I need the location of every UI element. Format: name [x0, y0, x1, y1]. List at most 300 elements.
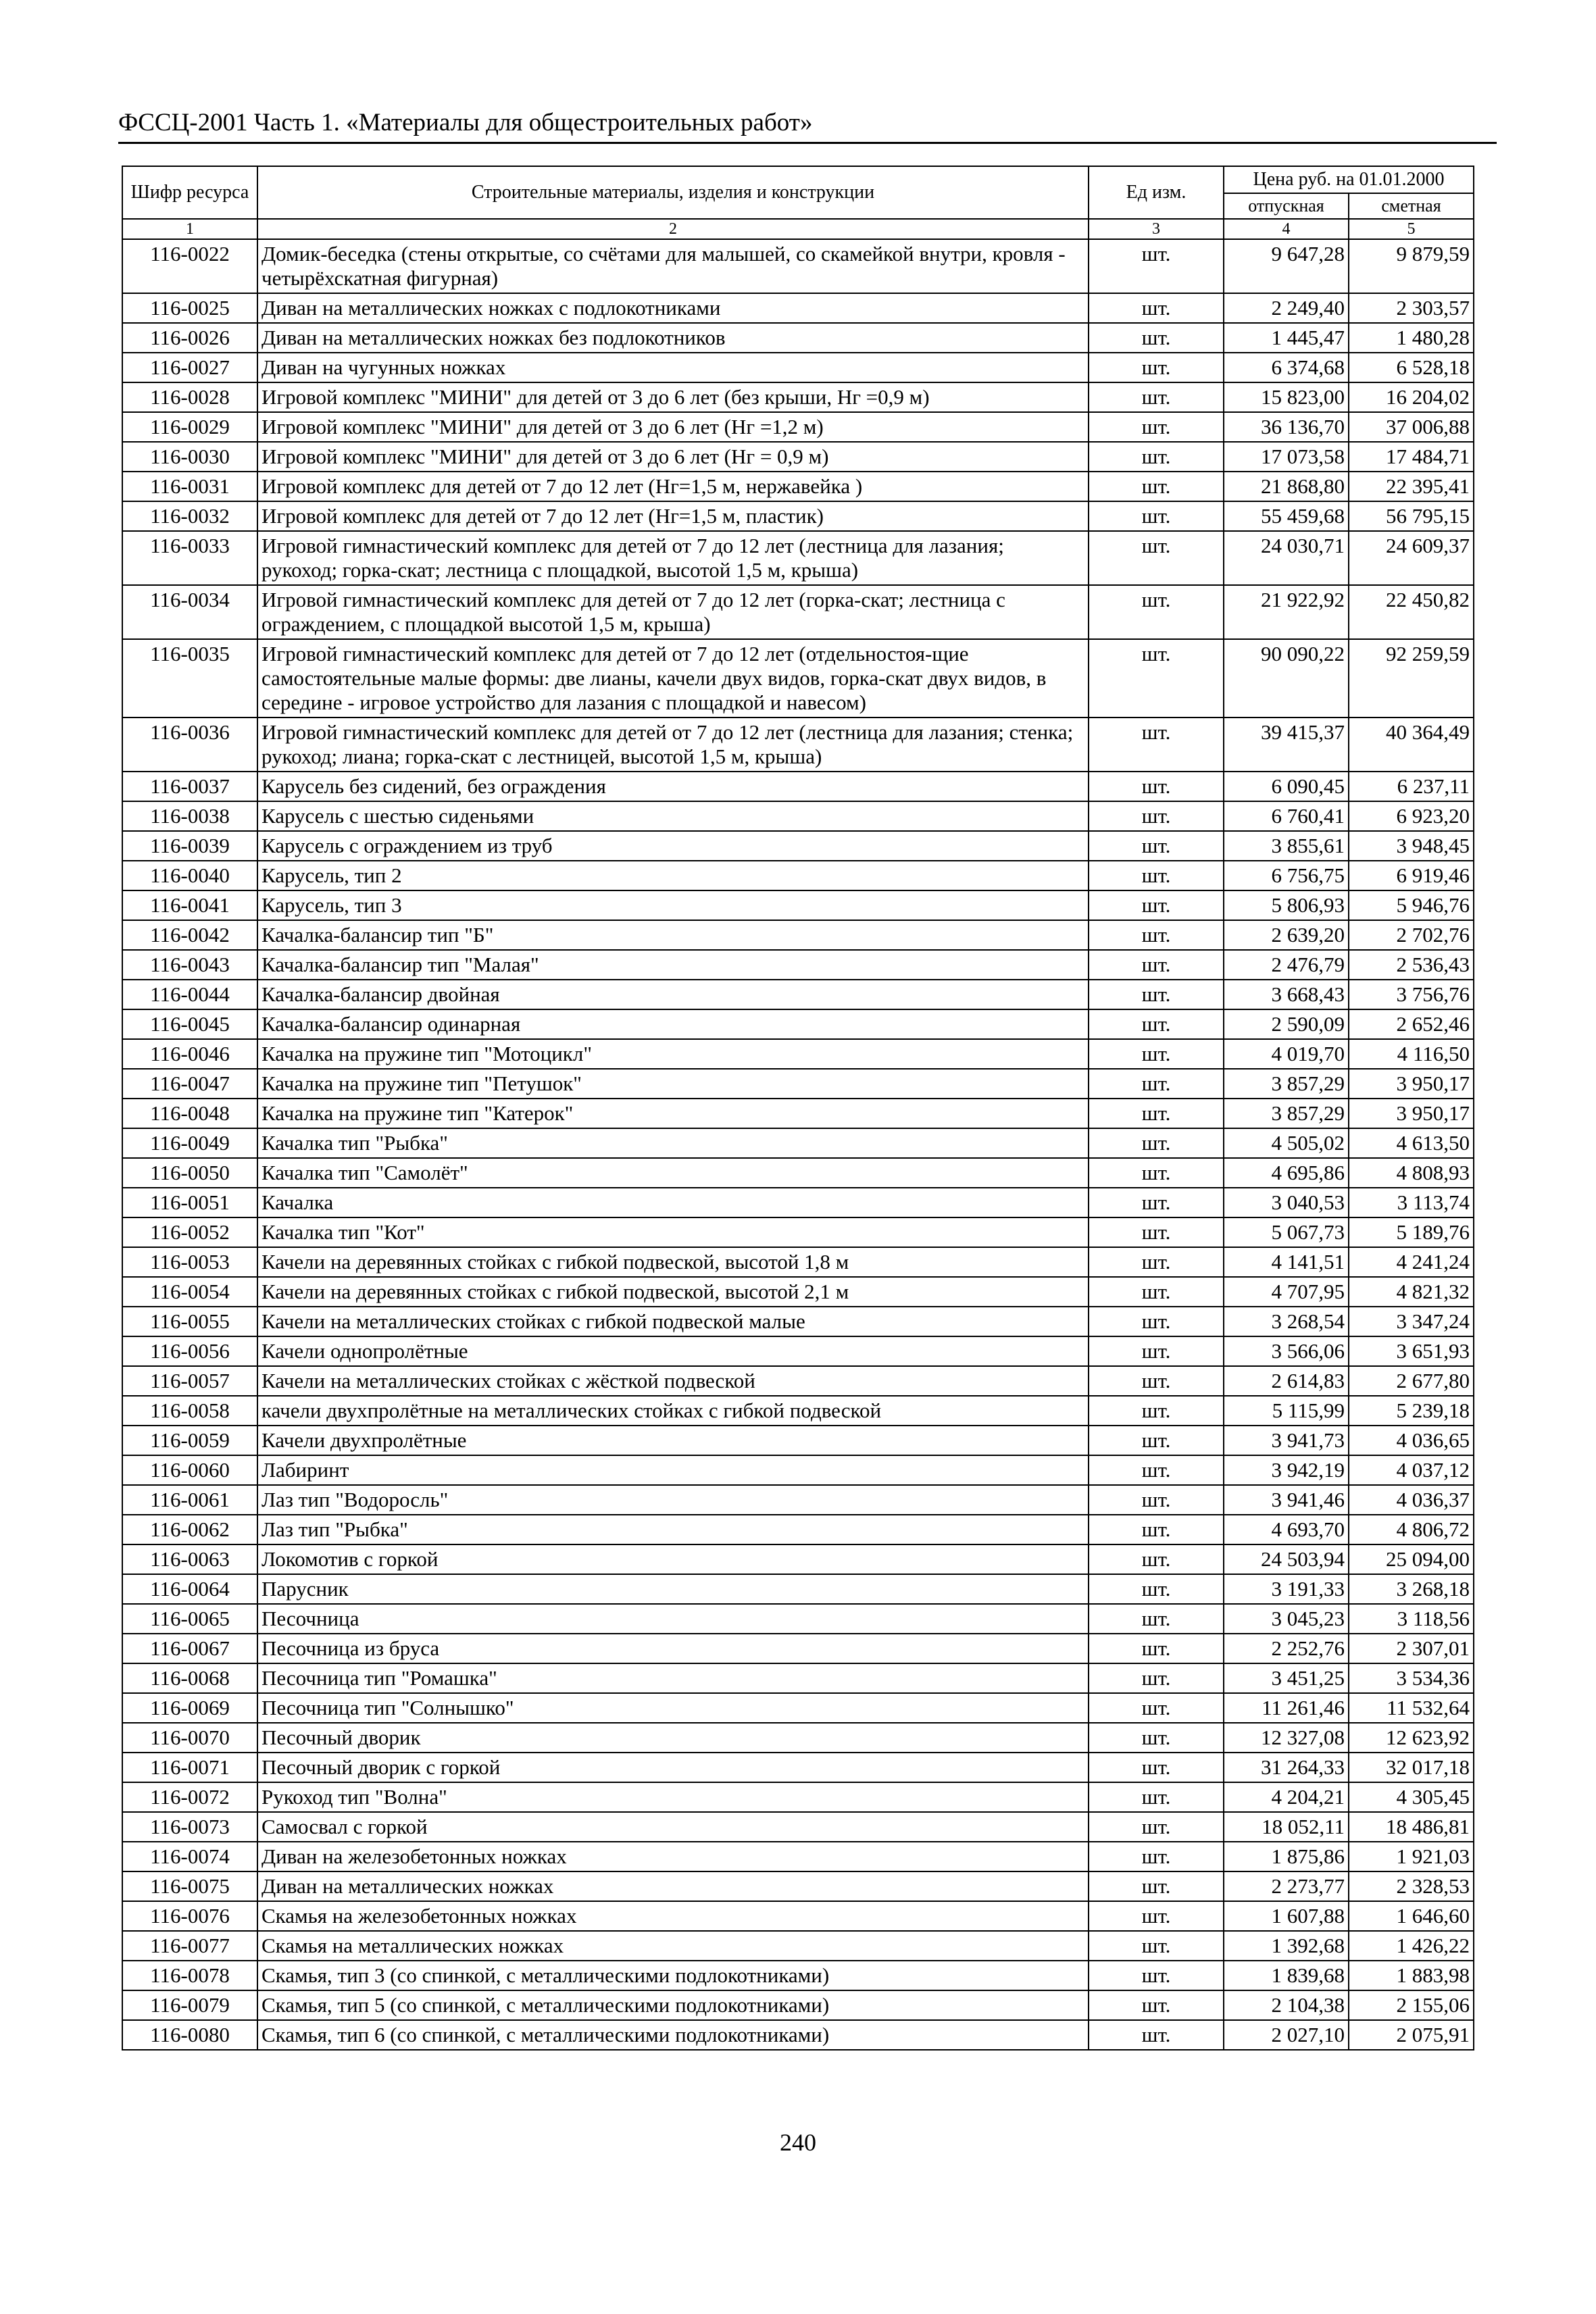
cell-release-price: 3 668,43	[1224, 980, 1349, 1009]
cell-unit: шт.	[1089, 1336, 1224, 1366]
cell-release-price: 4 695,86	[1224, 1158, 1349, 1188]
cell-unit: шт.	[1089, 239, 1224, 293]
cell-code: 116-0037	[122, 772, 257, 801]
table-row	[122, 772, 1474, 801]
table-header	[122, 166, 1474, 239]
table-row	[122, 1693, 1474, 1723]
cell-release-price: 24 503,94	[1224, 1544, 1349, 1574]
cell-estimate-price: 17 484,71	[1349, 442, 1474, 472]
cell-release-price: 36 136,70	[1224, 412, 1349, 442]
cell-code: 116-0027	[122, 353, 257, 382]
cell-unit: шт.	[1089, 1604, 1224, 1634]
cell-code: 116-0075	[122, 1871, 257, 1901]
cell-release-price: 9 647,28	[1224, 239, 1349, 293]
cell-code: 116-0036	[122, 718, 257, 772]
cell-release-price: 11 261,46	[1224, 1693, 1349, 1723]
cell-release-price: 4 707,95	[1224, 1277, 1349, 1307]
cell-estimate-price: 24 609,37	[1349, 531, 1474, 585]
cell-unit: шт.	[1089, 890, 1224, 920]
cell-code: 116-0063	[122, 1544, 257, 1574]
cell-name: Карусель с ограждением из труб	[257, 831, 1089, 861]
cell-name: Диван на металлических ножках с подлокотниками	[257, 293, 1089, 323]
page-header	[118, 108, 1497, 144]
cell-release-price: 5 067,73	[1224, 1217, 1349, 1247]
table-row	[122, 1574, 1474, 1604]
cell-name: Карусель, тип 3	[257, 890, 1089, 920]
cell-unit: шт.	[1089, 1247, 1224, 1277]
cell-estimate-price: 3 950,17	[1349, 1069, 1474, 1099]
table-row	[122, 718, 1474, 772]
cell-estimate-price: 4 036,37	[1349, 1485, 1474, 1515]
column-number: 4	[1224, 219, 1349, 239]
cell-name: Диван на металлических ножках	[257, 1871, 1089, 1901]
cell-unit: шт.	[1089, 920, 1224, 950]
column-header-unit: Ед изм.	[1089, 166, 1224, 219]
cell-unit: шт.	[1089, 1961, 1224, 1990]
cell-name: Качалка-балансир тип "Малая"	[257, 950, 1089, 980]
cell-unit: шт.	[1089, 353, 1224, 382]
cell-unit: шт.	[1089, 718, 1224, 772]
cell-name: Качели на деревянных стойках с гибкой подвеской, высотой 1,8 м	[257, 1247, 1089, 1277]
cell-code: 116-0070	[122, 1723, 257, 1753]
cell-code: 116-0048	[122, 1099, 257, 1128]
column-header-price-group: Цена руб. на 01.01.2000	[1224, 166, 1474, 193]
cell-estimate-price: 3 347,24	[1349, 1307, 1474, 1336]
table-row	[122, 412, 1474, 442]
table-row	[122, 920, 1474, 950]
cell-code: 116-0067	[122, 1634, 257, 1663]
cell-estimate-price: 11 532,64	[1349, 1693, 1474, 1723]
cell-unit: шт.	[1089, 1158, 1224, 1188]
cell-release-price: 3 040,53	[1224, 1188, 1349, 1217]
cell-estimate-price: 4 036,65	[1349, 1426, 1474, 1455]
cell-estimate-price: 1 480,28	[1349, 323, 1474, 353]
cell-release-price: 2 614,83	[1224, 1366, 1349, 1396]
cell-estimate-price: 2 652,46	[1349, 1009, 1474, 1039]
cell-unit: шт.	[1089, 1634, 1224, 1663]
cell-unit: шт.	[1089, 1366, 1224, 1396]
table-row	[122, 1158, 1474, 1188]
cell-release-price: 31 264,33	[1224, 1753, 1349, 1782]
table-row	[122, 1366, 1474, 1396]
column-header-release-price: отпускная	[1224, 193, 1349, 219]
table-row	[122, 1634, 1474, 1663]
cell-estimate-price: 2 328,53	[1349, 1871, 1474, 1901]
cell-release-price: 18 052,11	[1224, 1812, 1349, 1842]
cell-unit: шт.	[1089, 531, 1224, 585]
cell-release-price: 2 590,09	[1224, 1009, 1349, 1039]
table-row	[122, 1753, 1474, 1782]
cell-code: 116-0031	[122, 472, 257, 501]
cell-estimate-price: 37 006,88	[1349, 412, 1474, 442]
cell-name: Песочница из бруса	[257, 1634, 1089, 1663]
table-row	[122, 2020, 1474, 2050]
column-number-row	[122, 219, 1474, 239]
cell-release-price: 2 249,40	[1224, 293, 1349, 323]
cell-release-price: 4 141,51	[1224, 1247, 1349, 1277]
cell-code: 116-0069	[122, 1693, 257, 1723]
cell-name: Качалка на пружине тип "Катерок"	[257, 1099, 1089, 1128]
cell-unit: шт.	[1089, 501, 1224, 531]
cell-estimate-price: 3 268,18	[1349, 1574, 1474, 1604]
cell-release-price: 3 857,29	[1224, 1069, 1349, 1099]
cell-code: 116-0080	[122, 2020, 257, 2050]
table-row	[122, 1009, 1474, 1039]
cell-code: 116-0041	[122, 890, 257, 920]
cell-name: Скамья, тип 6 (со спинкой, с металлическими подлокотниками)	[257, 2020, 1089, 2050]
cell-release-price: 3 857,29	[1224, 1099, 1349, 1128]
cell-name: Игровой комплекс для детей от 7 до 12 лет (Нг=1,5 м, пластик)	[257, 501, 1089, 531]
table-row	[122, 1128, 1474, 1158]
cell-unit: шт.	[1089, 1099, 1224, 1128]
cell-estimate-price: 3 756,76	[1349, 980, 1474, 1009]
cell-name: Песочница	[257, 1604, 1089, 1634]
column-header-name: Строительные материалы, изделия и конструкции	[257, 166, 1089, 219]
cell-release-price: 1 392,68	[1224, 1931, 1349, 1961]
cell-code: 116-0061	[122, 1485, 257, 1515]
cell-code: 116-0052	[122, 1217, 257, 1247]
table-row	[122, 1336, 1474, 1366]
table-row	[122, 1961, 1474, 1990]
cell-code: 116-0046	[122, 1039, 257, 1069]
cell-release-price: 3 045,23	[1224, 1604, 1349, 1634]
cell-name: Качели на металлических стойках с жёсткой подвеской	[257, 1366, 1089, 1396]
cell-release-price: 6 374,68	[1224, 353, 1349, 382]
cell-unit: шт.	[1089, 1039, 1224, 1069]
table-row	[122, 501, 1474, 531]
table-row	[122, 1871, 1474, 1901]
cell-unit: шт.	[1089, 1990, 1224, 2020]
cell-estimate-price: 6 919,46	[1349, 861, 1474, 890]
cell-name: Диван на металлических ножках без подлокотников	[257, 323, 1089, 353]
cell-release-price: 2 027,10	[1224, 2020, 1349, 2050]
cell-unit: шт.	[1089, 1128, 1224, 1158]
cell-estimate-price: 22 450,82	[1349, 585, 1474, 639]
cell-name: Качалка	[257, 1188, 1089, 1217]
table-row	[122, 1069, 1474, 1099]
cell-estimate-price: 4 808,93	[1349, 1158, 1474, 1188]
table-row	[122, 861, 1474, 890]
cell-name: Качалка на пружине тип "Мотоцикл"	[257, 1039, 1089, 1069]
table-row	[122, 1099, 1474, 1128]
cell-estimate-price: 6 237,11	[1349, 772, 1474, 801]
cell-code: 116-0025	[122, 293, 257, 323]
cell-name: Игровой гимнастический комплекс для детей от 7 до 12 лет (отдельностоя-щие самостоятельные малые формы: две лианы, качели двух видов, горка-скат двух видов, в середине - игровое устройство для лазания с площадкой и навесом)	[257, 639, 1089, 718]
cell-estimate-price: 6 923,20	[1349, 801, 1474, 831]
cell-estimate-price: 1 426,22	[1349, 1931, 1474, 1961]
cell-estimate-price: 40 364,49	[1349, 718, 1474, 772]
cell-estimate-price: 32 017,18	[1349, 1753, 1474, 1782]
cell-release-price: 3 566,06	[1224, 1336, 1349, 1366]
table-row	[122, 1901, 1474, 1931]
cell-estimate-price: 2 307,01	[1349, 1634, 1474, 1663]
table-row	[122, 239, 1474, 293]
table-row	[122, 382, 1474, 412]
cell-release-price: 1 875,86	[1224, 1842, 1349, 1871]
cell-code: 116-0073	[122, 1812, 257, 1842]
cell-estimate-price: 5 239,18	[1349, 1396, 1474, 1426]
cell-estimate-price: 25 094,00	[1349, 1544, 1474, 1574]
table-row	[122, 1485, 1474, 1515]
cell-code: 116-0029	[122, 412, 257, 442]
cell-unit: шт.	[1089, 323, 1224, 353]
cell-estimate-price: 3 651,93	[1349, 1336, 1474, 1366]
cell-estimate-price: 4 305,45	[1349, 1782, 1474, 1812]
cell-release-price: 2 252,76	[1224, 1634, 1349, 1663]
cell-code: 116-0050	[122, 1158, 257, 1188]
table-row	[122, 1217, 1474, 1247]
cell-unit: шт.	[1089, 442, 1224, 472]
cell-name: Качалка на пружине тип "Петушок"	[257, 1069, 1089, 1099]
table-row	[122, 442, 1474, 472]
table-row	[122, 1931, 1474, 1961]
cell-release-price: 39 415,37	[1224, 718, 1349, 772]
cell-name: Диван на железобетонных ножках	[257, 1842, 1089, 1871]
table-row	[122, 1604, 1474, 1634]
cell-release-price: 3 268,54	[1224, 1307, 1349, 1336]
cell-name: Качалка тип "Рыбка"	[257, 1128, 1089, 1158]
cell-name: Игровой комплекс "МИНИ" для детей от 3 до 6 лет (Нг = 0,9 м)	[257, 442, 1089, 472]
table-row	[122, 472, 1474, 501]
table-row	[122, 890, 1474, 920]
cell-name: Карусель с шестью сиденьями	[257, 801, 1089, 831]
cell-code: 116-0044	[122, 980, 257, 1009]
cell-code: 116-0034	[122, 585, 257, 639]
cell-unit: шт.	[1089, 950, 1224, 980]
cell-code: 116-0062	[122, 1515, 257, 1544]
cell-code: 116-0026	[122, 323, 257, 353]
cell-estimate-price: 3 113,74	[1349, 1188, 1474, 1217]
table-row	[122, 1782, 1474, 1812]
column-header-estimate-price: сметная	[1349, 193, 1474, 219]
cell-estimate-price: 3 948,45	[1349, 831, 1474, 861]
table-row	[122, 1307, 1474, 1336]
cell-unit: шт.	[1089, 1782, 1224, 1812]
cell-code: 116-0076	[122, 1901, 257, 1931]
page-number: 240	[780, 2129, 816, 2156]
cell-unit: шт.	[1089, 293, 1224, 323]
cell-release-price: 2 639,20	[1224, 920, 1349, 950]
document-title: ФССЦ-2001 Часть 1. «Материалы для общестроительных работ»	[118, 109, 813, 136]
table-row	[122, 585, 1474, 639]
cell-name: Качалка-балансир двойная	[257, 980, 1089, 1009]
cell-estimate-price: 3 118,56	[1349, 1604, 1474, 1634]
cell-name: Скамья, тип 3 (со спинкой, с металлическими подлокотниками)	[257, 1961, 1089, 1990]
cell-estimate-price: 2 075,91	[1349, 2020, 1474, 2050]
cell-estimate-price: 4 613,50	[1349, 1128, 1474, 1158]
cell-name: Игровой комплекс для детей от 7 до 12 лет (Нг=1,5 м, нержавейка )	[257, 472, 1089, 501]
column-number: 5	[1349, 219, 1474, 239]
cell-unit: шт.	[1089, 1812, 1224, 1842]
cell-code: 116-0071	[122, 1753, 257, 1782]
cell-release-price: 6 760,41	[1224, 801, 1349, 831]
table-row	[122, 1188, 1474, 1217]
cell-code: 116-0059	[122, 1426, 257, 1455]
cell-name: Качели двухпролётные	[257, 1426, 1089, 1455]
table-row	[122, 1039, 1474, 1069]
cell-unit: шт.	[1089, 1901, 1224, 1931]
cell-name: качели двухпролётные на металлических стойках с гибкой подвеской	[257, 1396, 1089, 1426]
cell-code: 116-0022	[122, 239, 257, 293]
cell-estimate-price: 1 646,60	[1349, 1901, 1474, 1931]
cell-name: Карусель, тип 2	[257, 861, 1089, 890]
cell-estimate-price: 2 155,06	[1349, 1990, 1474, 2020]
cell-name: Качели однопролётные	[257, 1336, 1089, 1366]
cell-unit: шт.	[1089, 585, 1224, 639]
column-number: 2	[257, 219, 1089, 239]
cell-estimate-price: 1 921,03	[1349, 1842, 1474, 1871]
cell-code: 116-0078	[122, 1961, 257, 1990]
cell-release-price: 3 855,61	[1224, 831, 1349, 861]
cell-estimate-price: 92 259,59	[1349, 639, 1474, 718]
cell-release-price: 17 073,58	[1224, 442, 1349, 472]
table-row	[122, 323, 1474, 353]
cell-unit: шт.	[1089, 382, 1224, 412]
cell-unit: шт.	[1089, 1663, 1224, 1693]
cell-release-price: 1 839,68	[1224, 1961, 1349, 1990]
cell-name: Лабиринт	[257, 1455, 1089, 1485]
cell-unit: шт.	[1089, 1693, 1224, 1723]
cell-estimate-price: 5 946,76	[1349, 890, 1474, 920]
cell-unit: шт.	[1089, 861, 1224, 890]
table-row	[122, 353, 1474, 382]
cell-estimate-price: 4 116,50	[1349, 1039, 1474, 1069]
cell-code: 116-0068	[122, 1663, 257, 1693]
cell-code: 116-0074	[122, 1842, 257, 1871]
cell-unit: шт.	[1089, 1455, 1224, 1485]
cell-name: Качалка тип "Кот"	[257, 1217, 1089, 1247]
cell-name: Игровой гимнастический комплекс для детей от 7 до 12 лет (лестница для лазания; рукоход; горка-скат; лестница с площадкой, высотой 1,5 м, крыша)	[257, 531, 1089, 585]
cell-name: Качели на металлических стойках с гибкой подвеской малые	[257, 1307, 1089, 1336]
cell-name: Качалка тип "Самолёт"	[257, 1158, 1089, 1188]
cell-code: 116-0043	[122, 950, 257, 980]
cell-code: 116-0072	[122, 1782, 257, 1812]
cell-code: 116-0054	[122, 1277, 257, 1307]
cell-estimate-price: 3 534,36	[1349, 1663, 1474, 1693]
cell-unit: шт.	[1089, 980, 1224, 1009]
cell-unit: шт.	[1089, 1188, 1224, 1217]
table-row	[122, 1455, 1474, 1485]
cell-unit: шт.	[1089, 1574, 1224, 1604]
cell-code: 116-0032	[122, 501, 257, 531]
column-number: 1	[122, 219, 257, 239]
cell-estimate-price: 56 795,15	[1349, 501, 1474, 531]
cell-estimate-price: 2 702,76	[1349, 920, 1474, 950]
cell-release-price: 15 823,00	[1224, 382, 1349, 412]
table-row	[122, 1426, 1474, 1455]
cell-name: Игровой гимнастический комплекс для детей от 7 до 12 лет (горка-скат; лестница с ограждением, с площадкой высотой 1,5 м, крыша)	[257, 585, 1089, 639]
cell-release-price: 6 756,75	[1224, 861, 1349, 890]
table-row	[122, 293, 1474, 323]
cell-release-price: 1 607,88	[1224, 1901, 1349, 1931]
cell-unit: шт.	[1089, 2020, 1224, 2050]
cell-unit: шт.	[1089, 412, 1224, 442]
cell-code: 116-0058	[122, 1396, 257, 1426]
cell-estimate-price: 4 806,72	[1349, 1515, 1474, 1544]
cell-unit: шт.	[1089, 1277, 1224, 1307]
cell-code: 116-0077	[122, 1931, 257, 1961]
cell-name: Скамья, тип 5 (со спинкой, с металлическими подлокотниками)	[257, 1990, 1089, 2020]
cell-name: Скамья на металлических ножках	[257, 1931, 1089, 1961]
table-row	[122, 531, 1474, 585]
cell-release-price: 4 204,21	[1224, 1782, 1349, 1812]
cell-unit: шт.	[1089, 1544, 1224, 1574]
cell-code: 116-0053	[122, 1247, 257, 1277]
cell-estimate-price: 16 204,02	[1349, 382, 1474, 412]
cell-unit: шт.	[1089, 1307, 1224, 1336]
cell-release-price: 4 019,70	[1224, 1039, 1349, 1069]
cell-release-price: 5 115,99	[1224, 1396, 1349, 1426]
cell-unit: шт.	[1089, 1842, 1224, 1871]
cell-name: Песочный дворик	[257, 1723, 1089, 1753]
cell-unit: шт.	[1089, 1426, 1224, 1455]
cell-code: 116-0045	[122, 1009, 257, 1039]
cell-code: 116-0065	[122, 1604, 257, 1634]
cell-estimate-price: 2 303,57	[1349, 293, 1474, 323]
cell-unit: шт.	[1089, 1009, 1224, 1039]
cell-code: 116-0042	[122, 920, 257, 950]
cell-estimate-price: 4 241,24	[1349, 1247, 1474, 1277]
cell-code: 116-0057	[122, 1366, 257, 1396]
cell-estimate-price: 9 879,59	[1349, 239, 1474, 293]
cell-code: 116-0060	[122, 1455, 257, 1485]
cell-name: Рукоход тип "Волна"	[257, 1782, 1089, 1812]
table-row	[122, 1812, 1474, 1842]
table-row	[122, 801, 1474, 831]
cell-name: Песочница тип "Солнышко"	[257, 1693, 1089, 1723]
cell-code: 116-0055	[122, 1307, 257, 1336]
column-header-code: Шифр ресурса	[122, 166, 257, 219]
cell-release-price: 2 476,79	[1224, 950, 1349, 980]
cell-name: Игровой гимнастический комплекс для детей от 7 до 12 лет (лестница для лазания; стенка; рукоход; лиана; горка-скат с лестницей, высотой 1,5 м, крыша)	[257, 718, 1089, 772]
cell-release-price: 21 868,80	[1224, 472, 1349, 501]
table-row	[122, 1515, 1474, 1544]
cell-unit: шт.	[1089, 1871, 1224, 1901]
cell-unit: шт.	[1089, 831, 1224, 861]
cell-release-price: 3 451,25	[1224, 1663, 1349, 1693]
table-row	[122, 1723, 1474, 1753]
cell-unit: шт.	[1089, 1515, 1224, 1544]
cell-unit: шт.	[1089, 801, 1224, 831]
table-row	[122, 639, 1474, 718]
cell-release-price: 12 327,08	[1224, 1723, 1349, 1753]
cell-release-price: 21 922,92	[1224, 585, 1349, 639]
cell-code: 116-0051	[122, 1188, 257, 1217]
cell-code: 116-0056	[122, 1336, 257, 1366]
cell-estimate-price: 2 536,43	[1349, 950, 1474, 980]
cell-estimate-price: 12 623,92	[1349, 1723, 1474, 1753]
cell-estimate-price: 4 037,12	[1349, 1455, 1474, 1485]
cell-unit: шт.	[1089, 639, 1224, 718]
cell-code: 116-0033	[122, 531, 257, 585]
table-row	[122, 1990, 1474, 2020]
cell-release-price: 3 942,19	[1224, 1455, 1349, 1485]
cell-code: 116-0040	[122, 861, 257, 890]
cell-unit: шт.	[1089, 772, 1224, 801]
table-row	[122, 1247, 1474, 1277]
table-row	[122, 1663, 1474, 1693]
cell-code: 116-0047	[122, 1069, 257, 1099]
cell-release-price: 3 191,33	[1224, 1574, 1349, 1604]
table-row	[122, 1544, 1474, 1574]
cell-name: Домик-беседка (стены открытые, со счётами для малышей, со скамейкой внутри, кровля - четырёхскатная фигурная)	[257, 239, 1089, 293]
cell-unit: шт.	[1089, 1931, 1224, 1961]
cell-name: Качалка-балансир одинарная	[257, 1009, 1089, 1039]
table-row	[122, 831, 1474, 861]
cell-release-price: 3 941,46	[1224, 1485, 1349, 1515]
price-table	[122, 166, 1474, 2051]
cell-estimate-price: 5 189,76	[1349, 1217, 1474, 1247]
